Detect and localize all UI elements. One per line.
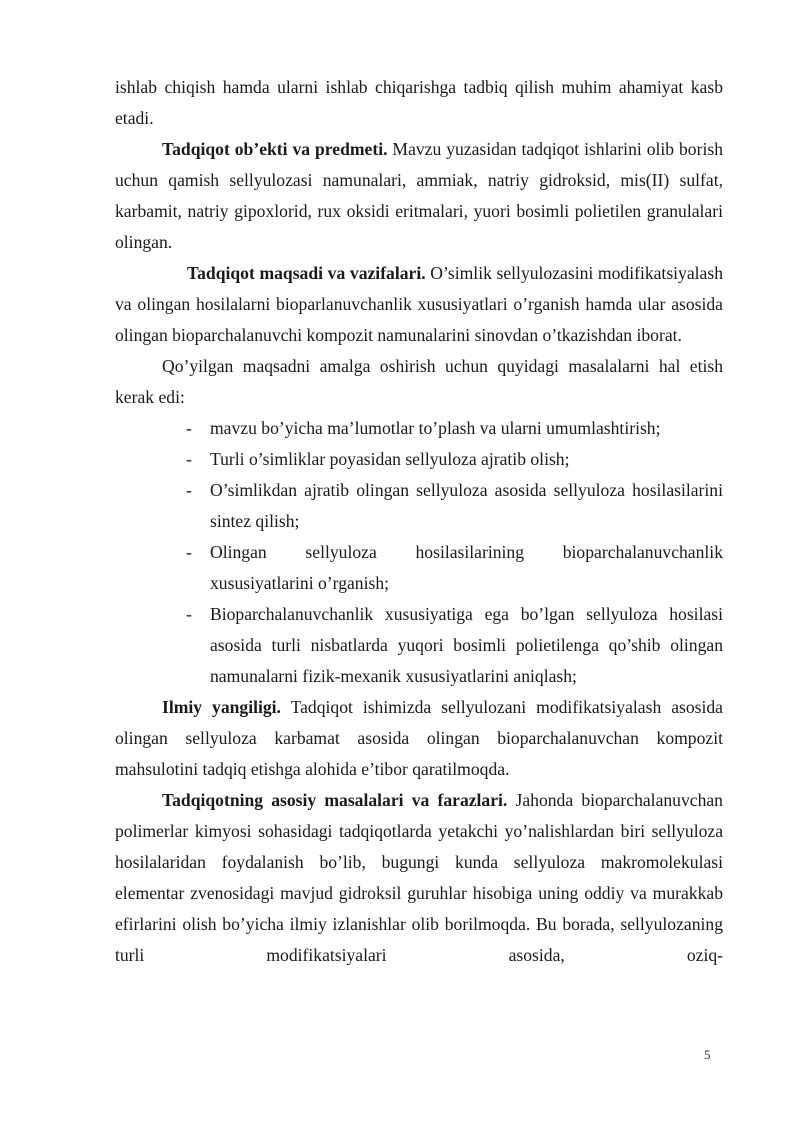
paragraph-heading: Tadqiqotning asosiy masalalari va farazlari. — [162, 790, 508, 810]
list-marker: - — [186, 418, 192, 438]
list-marker: - — [186, 449, 192, 469]
list-item-text: O’simlikdan ajratib olingan sellyuloza asosida sellyuloza hosilasilarini sintez qilish; — [210, 480, 723, 531]
paragraph-research-object — [115, 134, 723, 258]
task-list — [115, 413, 723, 692]
paragraph-tasks-intro — [115, 351, 723, 413]
paragraph-text: Qo’yilgan maqsadni amalga oshirish uchun quyidagi masalalarni hal etish kerak edi: — [115, 356, 723, 407]
list-item-text: Turli o’simliklar poyasidan sellyuloza ajratib olish; — [210, 449, 570, 469]
list-item — [115, 413, 723, 444]
paragraph-continuation — [115, 72, 723, 134]
list-item-text: Olingan sellyuloza hosilasilarining bioparchalanuvchanlik xususiyatlarini o’rganish; — [210, 542, 723, 593]
list-marker: - — [186, 542, 192, 562]
paragraph-text: Jahonda bioparchalanuvchan polimerlar kimyosi sohasidagi tadqiqotlarda yetakchi yo’nalishlardan biri sellyuloza hosilalaridan foydalanish bo’lib, bugungi kunda sellyuloza makromolekulasi elementar zvenosidagi mavjud gidroksil guruhlar hisobiga uning oddiy va murakkab efirlarini olish bo’yicha ilmiy izlanishlar olib borilmoqda. Bu borada, sellyulozaning turli modifikatsiyalari asosida, oziq- — [115, 790, 723, 965]
paragraph-heading: Tadqiqot maqsadi va vazifalari. — [187, 263, 426, 283]
document-body — [115, 72, 723, 971]
list-marker: - — [186, 480, 192, 500]
paragraph-research-goals — [115, 258, 723, 351]
paragraph-text: ishlab chiqish hamda ularni ishlab chiqarishga tadbiq qilish muhim ahamiyat kasb etadi. — [115, 77, 723, 128]
list-item-text: Bioparchalanuvchanlik xususiyatiga ega bo’lgan sellyuloza hosilasi asosida turli nisbatlarda yuqori bosimli polietilenga qo’shib olingan namunalarni fizik-mexanik xususiyatlarini aniqlash; — [210, 604, 723, 686]
paragraph-text: O’simlik sellyulozasini modifikatsiyalash va olingan hosilalarni bioparlanuvchanlik xususiyatlari o’rganish hamda ular asosida olingan bioparchalanuvchi kompozit namunalarini sinovdan o’tkazishdan iborat. — [115, 263, 724, 345]
paragraph-heading: Tadqiqot ob’ekti va predmeti. — [162, 139, 388, 159]
paragraph-scientific-novelty — [115, 692, 723, 785]
page-number: 5 — [704, 1047, 711, 1062]
paragraph-main-tasks — [115, 785, 723, 971]
list-item — [115, 537, 723, 599]
list-item-text: mavzu bo’yicha ma’lumotlar to’plash va ularni umumlashtirish; — [210, 418, 661, 438]
list-item — [115, 475, 723, 537]
list-item — [115, 599, 723, 692]
list-marker: - — [186, 604, 192, 624]
paragraph-heading: Ilmiy yangiligi. — [162, 697, 281, 717]
list-item — [115, 444, 723, 475]
paragraph-text: Tadqiqot ishimizda sellyulozani modifikatsiyalash asosida olingan sellyuloza karbamat asosida olingan bioparchalanuvchan kompozit mahsulotini tadqiq etishga alohida e’tibor qaratilmoqda. — [115, 697, 723, 779]
paragraph-text: Mavzu yuzasidan tadqiqot ishlarini olib borish uchun qamish sellyulozasi namunalari, ammiak, natriy gidroksid, mis(II) sulfat, karbamit, natriy gipoxlorid, rux oksidi eritmalari, yuori bosimli polietilen granulalari olingan. — [115, 139, 723, 252]
